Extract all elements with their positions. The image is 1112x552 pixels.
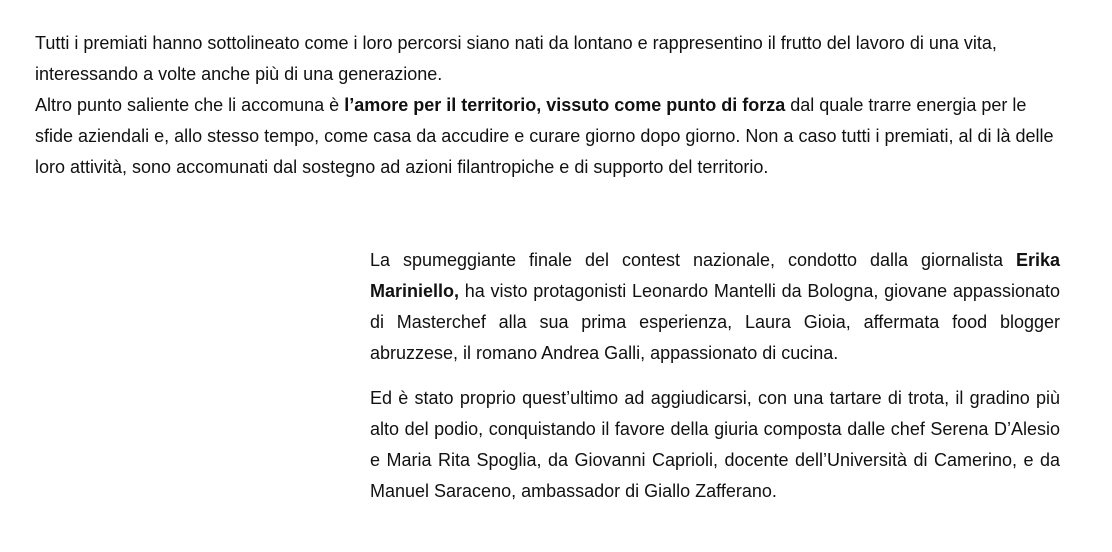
presenter-name: Erika Mariniello, — [370, 250, 1060, 301]
article-paragraph-1-text-end: ha visto protagonisti Leonardo Mantelli da Bologna, giovane appassionato di Masterchef alla sua prima esperienza, Laura Gioia, affermata food blogger abruzzese, il romano Andrea Galli, appassionato di cucina. — [370, 281, 1060, 363]
intro-paragraph-2-text-start: Altro punto saliente che li accomuna è — [35, 95, 345, 115]
article-section — [370, 245, 1060, 507]
intro-paragraph-2 — [35, 90, 1055, 183]
intro-paragraph-1: Tutti i premiati hanno sottolineato come i loro percorsi siano nati da lontano e rappresentino il frutto del lavoro di una vita, interessando a volte anche più di una generazione. — [35, 33, 997, 84]
intro-section — [35, 28, 1055, 183]
intro-paragraph-2-text-end: dal quale trarre energia per le sfide aziendali e, allo stesso tempo, come casa da accudire e curare giorno dopo giorno. Non a caso tutti i premiati, al di là delle loro attività, sono accomunati dal sostegno ad azioni filantropiche e di supporto del territorio. — [35, 95, 1054, 177]
intro-paragraph-2-bold: l’amore per il territorio, vissuto come punto di forza — [344, 95, 786, 115]
article-paragraph-2: Ed è stato proprio quest’ultimo ad aggiudicarsi, con una tartare di trota, il gradino più alto del podio, conquistando il favore della giuria composta dalle chef Serena D’Alesio e Maria Rita Spoglia, da Giovanni Caprioli, docente dell’Università di Camerino, e da Manuel Saraceno, ambassador di Giallo Zafferano. — [370, 388, 1060, 501]
article-paragraph-1-text-start: La spumeggiante finale del contest nazionale, condotto dalla giornalista — [370, 250, 1016, 270]
article-paragraph-1 — [370, 245, 1060, 369]
